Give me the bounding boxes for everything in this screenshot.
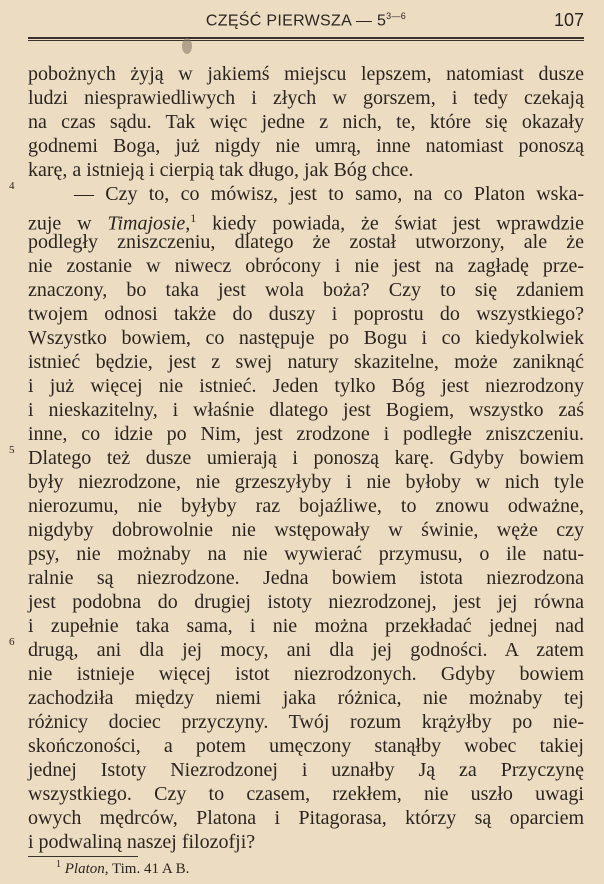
paper-stain — [182, 38, 192, 54]
running-title-sup: 3—6 — [386, 11, 407, 21]
text-line: Dlatego też dusze umierają i ponoszą karę. Gdyby bowiem — [28, 447, 584, 469]
footnote-text: , Tim. 41 A B. — [104, 861, 190, 877]
text-line: Wszystko bowiem, co następuje po Bogu i co kiedykolwiek — [28, 327, 584, 349]
text-line: nie zostanie w niwecz obrócony i nie jest na zagładę prze- — [28, 255, 584, 277]
text-line: karę, a istnieją i cierpią tak długo, jak Bóg chce. — [28, 159, 414, 181]
text-line: istnieć będzie, jest z swej natury skazitelne, może zaniknąć — [28, 351, 584, 373]
text-run: kiedy powiada, że świat jest wprawdzie — [196, 212, 584, 235]
text-line: skończoności, a potem umęczony stanąłby wobec takiej — [28, 735, 584, 757]
text-line: znaczony, bo taka jest wola boża? Czy to się zdaniem — [28, 279, 584, 301]
footnote — [56, 859, 189, 878]
text-line: twojem odnosi także do duszy i poprostu do wszystkiego? — [28, 303, 584, 325]
text-line: i nieskazitelny, i właśnie dlatego jest Bogiem, wszystko zaś — [28, 399, 584, 421]
footnote-ref: 1 — [190, 211, 197, 225]
running-header — [28, 8, 584, 32]
text-line: — Czy to, co mówisz, jest to samo, na co Platon wska- — [74, 183, 584, 205]
page-number: 107 — [553, 10, 584, 30]
running-title-text: CZĘŚĆ PIERWSZA — 5 — [205, 12, 387, 30]
running-title — [28, 11, 584, 30]
text-line: i podwaliną naszej filozofji? — [28, 831, 256, 853]
text-line: nigdyby dobrowolnie nie wstępowały w świnie, węże czy — [28, 519, 584, 541]
text-line: różnicy dociec przyczyny. Twój rozum krążyłby po nie- — [28, 711, 584, 733]
text-line: ludzi niesprawiedliwych i złych w gorszem, i tedy czekają — [28, 87, 584, 109]
text-line: wszystkiego. Czy to czasem, rzekłem, nie uszło uwagi — [28, 783, 584, 805]
text-line: jednej Istoty Niezrodzonej i uznałby Ją za Przyczynę — [28, 759, 584, 781]
text-line: ralnie są niezrodzone. Jedna bowiem istota niezrodzona — [28, 567, 584, 589]
footnote-author: Platon — [64, 861, 105, 877]
text-line: drugą, ani dla jej mocy, ani dla jej godności. A zatem — [28, 639, 584, 661]
footnote-mark: 1 — [56, 859, 61, 870]
header-rule — [28, 37, 584, 41]
margin-number: 6 — [9, 636, 15, 648]
text-line: były niezrodzone, nie grzeszyłyby i nie byłoby w nich tyle — [28, 471, 584, 493]
text-line: inne, co idzie po Nim, jest zrodzone i podległe zniszczeniu. — [28, 423, 584, 445]
body-text — [28, 62, 584, 854]
text-run: zuje w — [28, 212, 108, 235]
text-line: psy, nie możnaby na nie wywierać przymusu, o ile natu- — [28, 543, 584, 565]
text-line: nierozumu, nie byłyby raz bojaźliwe, to znowu odważne, — [28, 495, 584, 517]
text-line: godnemi Boga, już nigdy nie umrą, inne natomiast ponoszą — [28, 135, 584, 157]
text-line: pobożnych żyją w jakiemś miejscu lepszem, natomiast dusze — [28, 63, 584, 85]
footnote-rule — [28, 856, 138, 857]
text-line: i już więcej nie istnieć. Jeden tylko Bóg jest niezrodzony — [28, 375, 584, 397]
text-line — [28, 206, 584, 235]
text-line: nie istnieje więcej istot niezrodzonych. Gdyby bowiem — [28, 663, 584, 685]
text-line: zachodziła między niemi jaka różnica, nie możnaby tej — [28, 687, 584, 709]
text-line: podległy zniszczeniu, dlatego że został utworzony, ale że — [28, 231, 584, 253]
text-line: i zupełnie taka sama, i nie można przekładać jednej nad — [28, 615, 584, 637]
text-line: jest podobna do drugiej istoty niezrodzonej, jest jej równa — [28, 591, 584, 613]
text-line: na czas sądu. Tak więc jedne z nich, te, które się okazały — [28, 111, 584, 133]
margin-number: 5 — [9, 444, 15, 456]
work-title: Timajosie, — [107, 212, 191, 235]
margin-number: 4 — [9, 180, 15, 192]
text-line: owych mędrców, Platona i Pitagorasa, którzy są oparciem — [28, 807, 584, 829]
